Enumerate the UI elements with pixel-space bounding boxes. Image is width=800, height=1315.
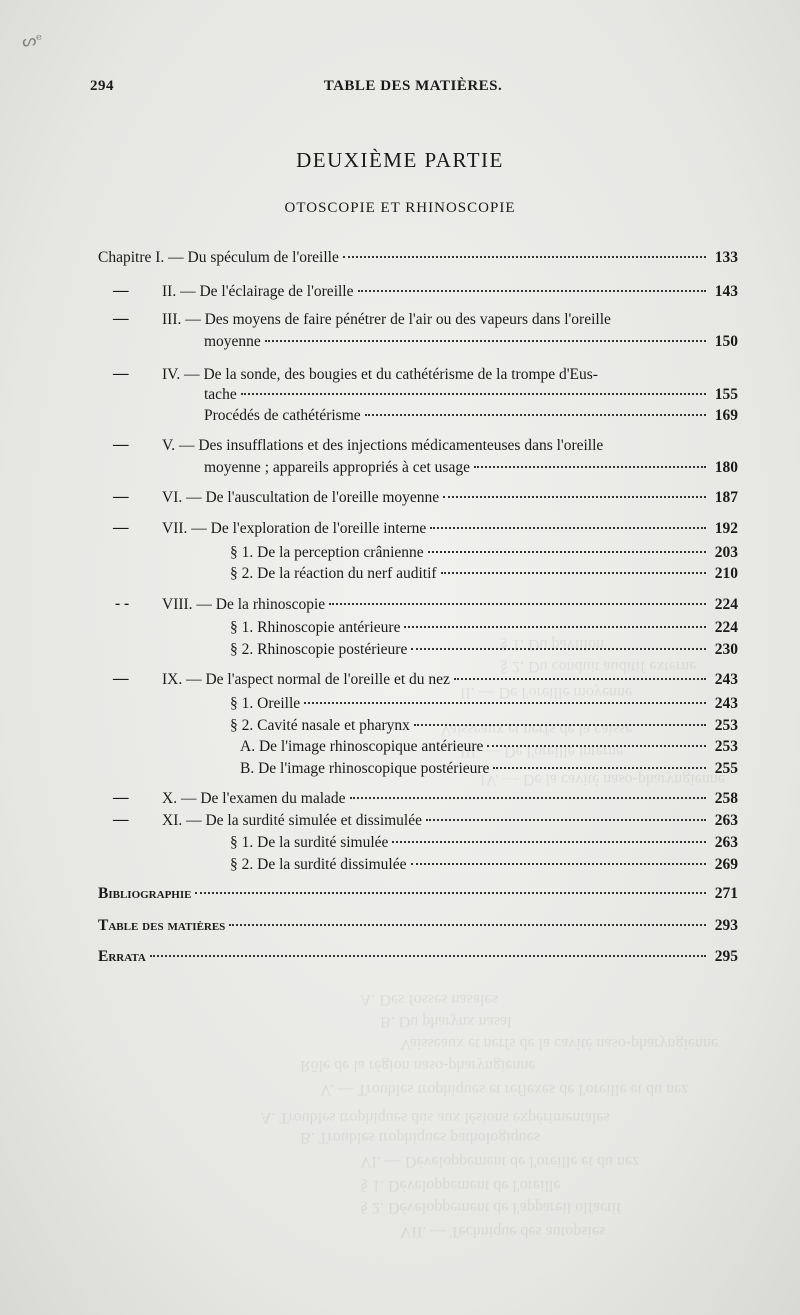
ghost-line: B. Du pharynx nasal — [380, 1013, 512, 1030]
toc-entry[interactable] — [162, 519, 738, 539]
toc-entry-page: 230 — [714, 641, 738, 658]
dot-leader — [411, 863, 707, 865]
ghost-line: A. Troubles trophiques dus aux lésions expérimentales — [260, 1109, 610, 1126]
page-number: 294 — [90, 78, 114, 94]
ghost-line: VI. — Développement de l'oreille et du nez — [360, 1153, 640, 1170]
section-title: OTOSCOPIE ET RHINOSCOPIE — [284, 200, 516, 216]
toc-entry[interactable] — [98, 884, 738, 904]
toc-entry-label: moyenne ; appareils appropriés à cet usage — [204, 459, 470, 476]
toc-entry[interactable] — [162, 488, 738, 508]
toc-entry-page: 224 — [714, 596, 738, 613]
toc-entry-page: 243 — [714, 695, 738, 712]
ghost-line: V. — Troubles trophiques et réflexes de l'oreille et du nez — [320, 1081, 689, 1098]
toc-entry[interactable] — [204, 458, 738, 478]
toc-entry[interactable] — [204, 406, 738, 426]
ghost-line: IV. — De la cavité naso-pharyngienne — [480, 771, 725, 788]
toc-entry-page: 210 — [714, 565, 738, 582]
toc-entry-label: § 2. De la réaction du nerf auditif — [230, 565, 437, 582]
dot-leader — [329, 603, 706, 605]
toc-entry-label: IV. — De la sonde, des bougies et du cathétérisme de la trompe d'Eus- — [162, 366, 598, 383]
entry-dash: — — [113, 436, 129, 453]
dot-leader — [304, 702, 706, 704]
toc-entry[interactable] — [162, 789, 738, 809]
dot-leader — [343, 256, 706, 258]
ghost-line: III. — De l'oreille interne — [460, 743, 624, 760]
toc-entry-page: 295 — [714, 948, 738, 965]
toc-entry-label: III. — Des moyens de faire pénétrer de l'air ou des vapeurs dans l'oreille — [162, 311, 611, 328]
toc-entry-label: XI. — De la surdité simulée et dissimulée — [162, 812, 422, 829]
toc-entry[interactable] — [204, 332, 738, 352]
dot-leader — [428, 551, 706, 553]
toc-entry[interactable] — [162, 811, 738, 831]
toc-entry-label: Procédés de cathétérisme — [204, 407, 361, 424]
entry-dash: — — [113, 789, 129, 806]
toc-entry-label: II. — De l'éclairage de l'oreille — [162, 283, 354, 300]
toc-entry-page: 243 — [714, 671, 738, 688]
toc-entry[interactable] — [230, 640, 738, 660]
ghost-line: Vaisseaux et nerfs de la cavité naso-pharyngienne — [400, 1035, 719, 1052]
toc-entry-page: 255 — [714, 760, 738, 777]
toc-entry[interactable] — [98, 248, 738, 268]
toc-entry[interactable] — [230, 833, 738, 853]
toc-entry-page: 269 — [714, 856, 738, 873]
toc-entry-page: 192 — [714, 520, 738, 537]
toc-entry-label: VI. — De l'auscultation de l'oreille moyenne — [162, 489, 440, 506]
toc-entry-label: § 1. Rhinoscopie antérieure — [230, 619, 401, 636]
entry-dash: — — [113, 282, 129, 299]
ghost-line: § 2. Développement de l'appareil olfactif — [360, 1199, 622, 1216]
toc-entry-page: 155 — [714, 386, 738, 403]
toc-entry[interactable] — [230, 564, 738, 584]
toc-entry-page: 203 — [714, 544, 738, 561]
dot-leader — [474, 466, 706, 468]
dot-leader — [241, 393, 706, 395]
dot-leader — [195, 892, 706, 894]
toc-entry-label: § 2. Rhinoscopie postérieure — [230, 641, 408, 658]
toc-entry-page: 293 — [714, 917, 738, 934]
toc-entry-label: § 1. De la perception crânienne — [230, 544, 424, 561]
dot-leader — [229, 924, 706, 926]
dot-leader — [265, 340, 706, 342]
toc-entry-page: 143 — [714, 283, 738, 300]
toc-entry-label: X. — De l'examen du malade — [162, 790, 346, 807]
toc-entry[interactable] — [162, 310, 738, 330]
ghost-line: Vaisseaux et nerfs de la caisse — [440, 721, 633, 738]
dot-leader — [487, 745, 706, 747]
toc-entry[interactable] — [162, 282, 738, 302]
dot-leader — [454, 678, 706, 680]
dot-leader — [392, 841, 706, 843]
toc-entry-label: VII. — De l'exploration de l'oreille interne — [162, 520, 427, 537]
toc-entry-page: 133 — [714, 249, 738, 266]
ghost-line: § 2. Du conduit auditif externe — [500, 658, 697, 675]
toc-entry[interactable] — [98, 916, 738, 936]
toc-entry-label: Bibliographie — [98, 885, 192, 902]
toc-entry-page: 263 — [714, 812, 738, 829]
entry-dash: — — [113, 365, 129, 382]
toc-entry[interactable] — [162, 670, 738, 690]
ghost-line: II. — De l'oreille moyenne — [460, 684, 633, 701]
entry-dash: — — [113, 811, 129, 828]
entry-dash: — — [113, 670, 129, 687]
dot-leader — [430, 527, 706, 529]
ghost-line: A. Des fosses nasales — [360, 991, 498, 1008]
dot-leader — [426, 819, 706, 821]
dot-leader — [411, 648, 706, 650]
toc-entry-label: VIII. — De la rhinoscopie — [162, 596, 326, 613]
toc-entry[interactable] — [162, 595, 738, 615]
toc-entry-label: tache — [204, 386, 237, 403]
ghost-line: § 1. Du pavillon — [500, 636, 604, 653]
entry-dash: — — [113, 519, 129, 536]
toc-entry[interactable] — [230, 543, 738, 563]
toc-entry[interactable] — [230, 716, 738, 736]
dot-leader — [365, 414, 706, 416]
toc-entry-label: Table des matières — [98, 917, 226, 934]
entry-dash: - - — [115, 595, 130, 612]
toc-entry[interactable] — [204, 385, 738, 405]
toc-entry-page: 271 — [714, 885, 738, 902]
dot-leader — [404, 626, 706, 628]
toc-entry-label: moyenne — [204, 333, 261, 350]
toc-entry[interactable] — [230, 618, 738, 638]
dot-leader — [358, 290, 707, 292]
page-header — [90, 78, 736, 100]
toc-entry-label: § 1. De la surdité simulée — [230, 834, 389, 851]
toc-entry-page: 253 — [714, 738, 738, 755]
ghost-line: B. Troubles trophiques pathologiques — [300, 1129, 541, 1146]
toc-entry[interactable] — [162, 365, 738, 385]
ghost-line: Rôle de la région naso-pharyngienne — [300, 1057, 536, 1074]
toc-entry-label: § 1. Oreille — [230, 695, 301, 712]
toc-entry-label: Errata — [98, 948, 146, 965]
toc-entry-page: 169 — [714, 407, 738, 424]
toc-entry-page: 150 — [714, 333, 738, 350]
part-title: DEUXIÈME PARTIE — [296, 148, 504, 172]
dot-leader — [443, 496, 706, 498]
toc-entry[interactable] — [162, 436, 738, 456]
entry-dash: — — [113, 310, 129, 327]
ink-smudge: ᔕᵉ — [21, 29, 44, 51]
dot-leader — [493, 767, 706, 769]
toc-entry-label: A. De l'image rhinoscopique antérieure — [240, 738, 484, 755]
toc-entry-label: § 2. Cavité nasale et pharynx — [230, 717, 410, 734]
toc-entry-page: 258 — [714, 790, 738, 807]
toc-entry-label: V. — Des insufflations et des injections médicamenteuses dans l'oreille — [162, 437, 604, 454]
toc-entry-page: 253 — [714, 717, 738, 734]
toc-entry-label: Chapitre I. — Du spéculum de l'oreille — [98, 249, 339, 266]
dot-leader — [150, 955, 706, 957]
toc-entry[interactable] — [230, 694, 738, 714]
ghost-line: VII. — Technique des autopsies — [400, 1223, 606, 1240]
running-title: TABLE DES MATIÈRES. — [323, 78, 503, 94]
toc-entry[interactable] — [240, 737, 738, 757]
toc-entry[interactable] — [230, 855, 738, 875]
entry-dash: — — [113, 488, 129, 505]
toc-entry-page: 180 — [714, 459, 738, 476]
ghost-line: § 1. Développement de l'oreille — [360, 1177, 561, 1194]
toc-entry-page: 224 — [714, 619, 738, 636]
dot-leader — [414, 724, 706, 726]
toc-entry-page: 187 — [714, 489, 738, 506]
dot-leader — [350, 797, 706, 799]
toc-entry-page: 263 — [714, 834, 738, 851]
toc-entry[interactable] — [240, 759, 738, 779]
toc-entry-label: B. De l'image rhinoscopique postérieure — [240, 760, 490, 777]
toc-entry-label: IX. — De l'aspect normal de l'oreille et du nez — [162, 671, 450, 688]
toc-entry-label: § 2. De la surdité dissimulée — [230, 856, 407, 873]
toc-entry[interactable] — [98, 947, 738, 967]
dot-leader — [441, 572, 706, 574]
